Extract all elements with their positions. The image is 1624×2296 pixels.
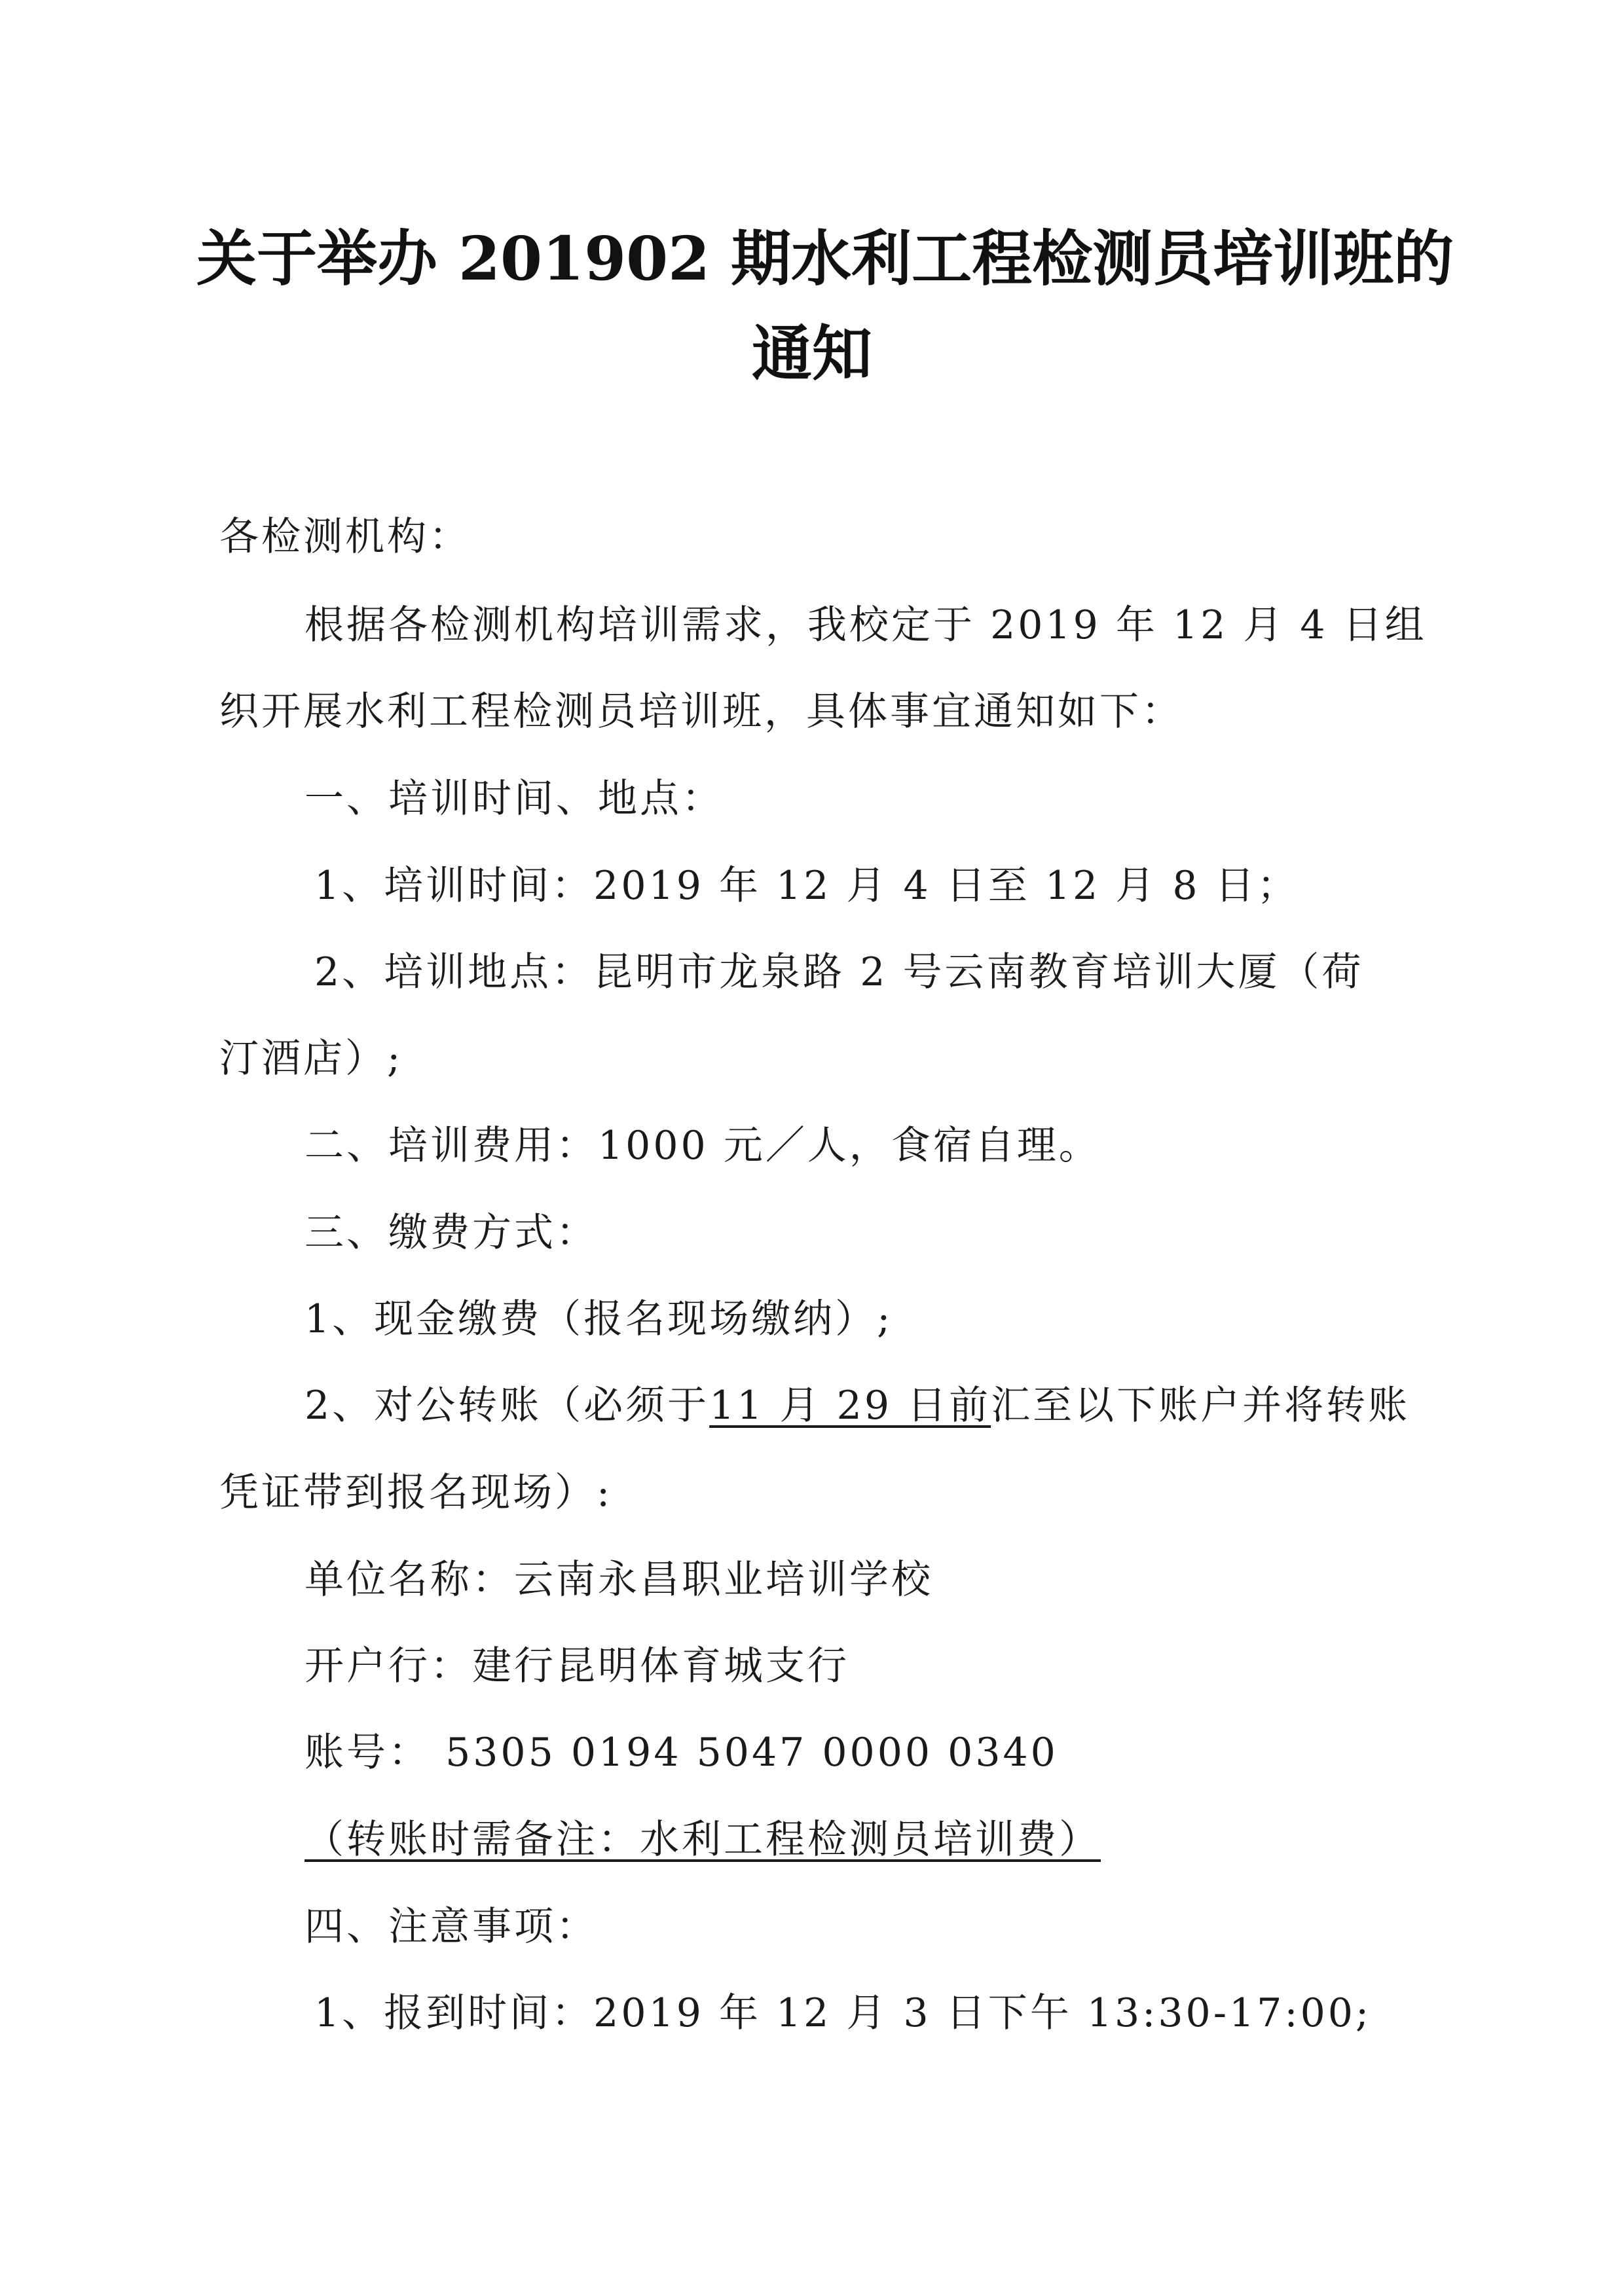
bank-name: 开户行：建行昆明体育城支行 [304, 1643, 849, 1689]
section2-heading: 二、培训费用：1000 元／人，食宿自理。 [304, 1123, 1101, 1169]
account-name: 单位名称：云南永昌职业培训学校 [304, 1557, 933, 1603]
section1-item1: 1、培训时间：2019 年 12 月 4 日至 12 月 8 日； [314, 863, 1299, 909]
section3-item1: 1、现金缴费（报名现场缴纳）; [304, 1296, 893, 1342]
section1-item2-line1: 2、培训地点：昆明市龙泉路 2 号云南教育培训大厦（荷 [314, 949, 1364, 995]
section3-item2-line1 [304, 1383, 1410, 1429]
section1-item2-line2: 汀酒店）; [219, 1036, 403, 1082]
title-line-1: 关于举办 201902 期水利工程检测员培训班的 [196, 223, 1454, 294]
section4-heading: 四、注意事项： [304, 1904, 598, 1950]
section3-heading: 三、缴费方式： [304, 1210, 598, 1256]
section3-item2-prefix: 2、对公转账（必须于 [304, 1383, 710, 1429]
section3-item2-suffix: 汇至以下账户并将转账 [991, 1383, 1411, 1429]
intro-line-2: 织开展水利工程检测员培训班，具体事宜通知如下： [219, 689, 1183, 735]
account-number: 账号： 5305 0194 5047 0000 0340 [304, 1730, 1058, 1776]
section3-item2-line2: 凭证带到报名现场）: [219, 1470, 613, 1516]
title-line-2: 通知 [751, 318, 872, 389]
transfer-remark: （转账时需备注：水利工程检测员培训费） [304, 1817, 1101, 1863]
section4-item1: 1、报到时间：2019 年 12 月 3 日下午 13:30-17:00; [314, 1990, 1372, 2036]
salutation: 各检测机构： [219, 514, 471, 560]
section1-heading: 一、培训时间、地点： [304, 776, 724, 822]
deadline-underlined: 11 月 29 日前 [709, 1383, 991, 1429]
intro-line-1: 根据各检测机构培训需求，我校定于 2019 年 12 月 4 日组 [304, 602, 1427, 648]
